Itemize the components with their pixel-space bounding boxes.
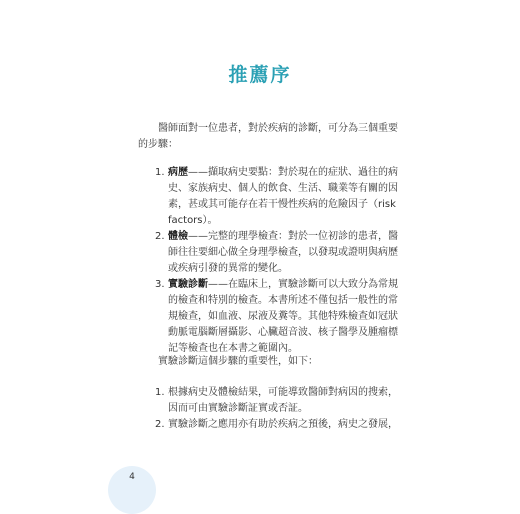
list-text: 實驗診斷之應用亦有助於疾病之預後，病史之發展， xyxy=(168,419,398,430)
page-title: 推薦序 xyxy=(228,64,292,86)
list-text: 擷取病史要點：對於現在的症狀、過往的病史、家族病史、個人的飲食、生活、職業等有關的因素，甚或其可能存在若干慢性疾病的危險因子（risk factors）。 xyxy=(168,167,398,226)
list-number: 2. xyxy=(155,231,165,242)
list-number: 1. xyxy=(155,387,165,398)
list-term: 實驗診斷 xyxy=(168,279,208,290)
list-item xyxy=(155,165,400,229)
list-dash: —— xyxy=(188,231,208,242)
list-term: 病歷 xyxy=(168,167,188,178)
list-text: 在臨床上，實驗診斷可以大致分為常規的檢查和特別的檢查。本書所述不僅包括一般性的常規檢查，如血液、尿液及糞等。其他特殊檢查如冠狀動脈電腦斷層攝影、心臟超音波、核子醫學及腫瘤標記等檢查也在本書之範圍內。 xyxy=(168,279,398,354)
list-item xyxy=(155,385,400,417)
diagnosis-steps-list xyxy=(155,165,400,357)
importance-list xyxy=(155,385,400,433)
list-dash: —— xyxy=(208,279,228,290)
list-number: 3. xyxy=(155,279,165,290)
list-item xyxy=(155,417,400,433)
importance-paragraph: 實驗診斷這個步驟的重要性，如下： xyxy=(158,356,318,367)
list-item xyxy=(155,229,400,277)
page-number: 4 xyxy=(129,472,135,482)
intro-paragraph: 醫師面對一位患者，對於疾病的診斷，可分為三個重要的步驟： xyxy=(138,123,398,150)
list-term: 體檢 xyxy=(168,231,188,242)
list-text: 根據病史及體檢結果，可能導致醫師對病因的搜索，因而可由實驗診斷証實或否証。 xyxy=(168,387,398,414)
list-number: 1. xyxy=(155,167,165,178)
list-number: 2. xyxy=(155,419,165,430)
list-dash: —— xyxy=(188,167,208,178)
list-text: 完整的理學檢查：對於一位初診的患者，醫師往往要細心做全身理學檢查，以發現或證明與病歷或疾病引發的異常的變化。 xyxy=(168,231,398,274)
list-item xyxy=(155,277,400,357)
